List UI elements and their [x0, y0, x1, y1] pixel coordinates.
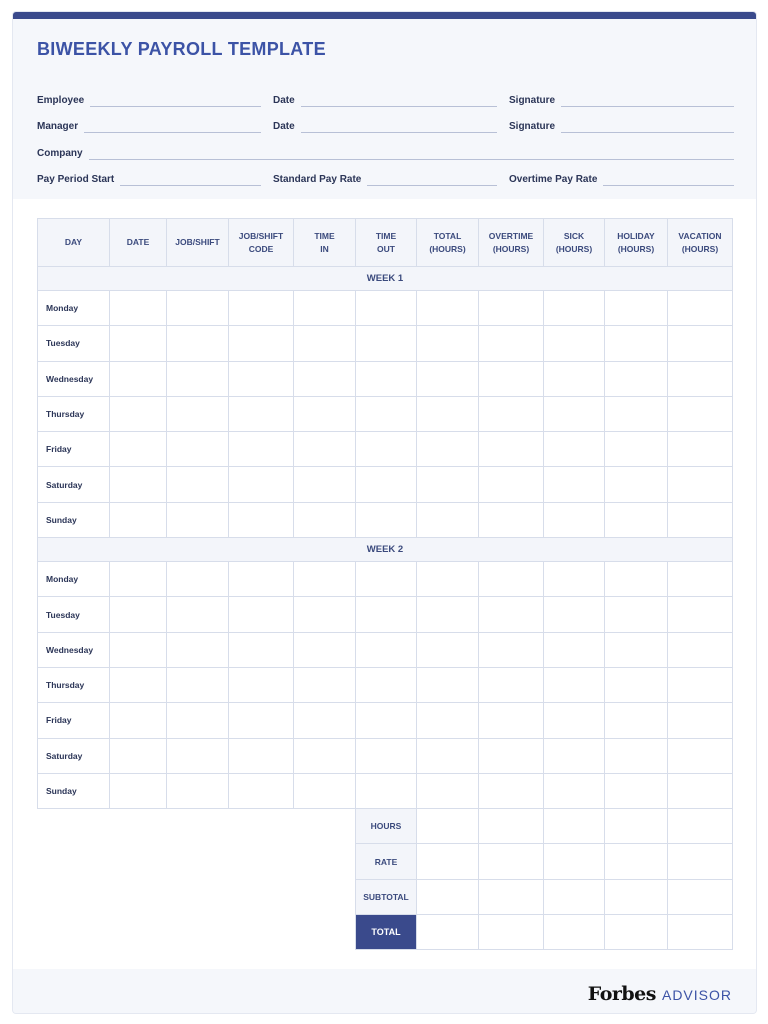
summary-row	[38, 809, 733, 844]
table-cell[interactable]	[668, 632, 733, 667]
table-cell[interactable]	[167, 667, 229, 702]
column-header-text: DATE	[126, 237, 150, 247]
table-cell[interactable]	[356, 738, 417, 773]
column-header-text: VACATION	[678, 230, 722, 241]
table-cell[interactable]	[167, 738, 229, 773]
table-cell[interactable]	[229, 502, 294, 537]
timesheet-table	[37, 218, 733, 950]
table-cell[interactable]	[479, 667, 544, 702]
table-cell[interactable]	[544, 502, 605, 537]
column-header	[294, 219, 356, 267]
table-cell[interactable]	[605, 667, 668, 702]
table-cell[interactable]	[479, 361, 544, 396]
table-cell[interactable]	[544, 432, 605, 467]
table-cell[interactable]	[356, 326, 417, 361]
pay-period-start-line[interactable]	[120, 178, 261, 186]
table-cell[interactable]	[417, 738, 479, 773]
table-cell[interactable]	[229, 738, 294, 773]
table-cell[interactable]	[605, 361, 668, 396]
summary-spacer	[38, 809, 356, 844]
table-cell[interactable]	[294, 667, 356, 702]
timesheet-area	[13, 199, 756, 969]
summary-cell[interactable]	[544, 844, 605, 879]
column-header-text: OUT	[377, 243, 395, 254]
company-field[interactable]	[37, 144, 734, 160]
table-cell[interactable]	[479, 562, 544, 597]
table-cell[interactable]	[294, 326, 356, 361]
table-row	[38, 432, 733, 467]
summary-cell[interactable]	[605, 809, 668, 844]
week-label: WEEK 2	[38, 538, 733, 562]
logo-brand: Forbes	[587, 983, 656, 1005]
summary-label: TOTAL	[356, 915, 417, 950]
table-cell[interactable]	[167, 502, 229, 537]
table-cell[interactable]	[110, 361, 167, 396]
table-cell[interactable]	[167, 562, 229, 597]
table-cell[interactable]	[356, 562, 417, 597]
summary-cell[interactable]	[417, 915, 479, 950]
column-header-text: CODE	[248, 243, 274, 254]
standard-pay-rate-line[interactable]	[367, 178, 497, 186]
table-cell[interactable]	[356, 291, 417, 326]
summary-cell[interactable]	[479, 915, 544, 950]
table-cell[interactable]	[167, 432, 229, 467]
table-cell[interactable]	[356, 396, 417, 431]
table-cell[interactable]	[417, 773, 479, 808]
summary-cell[interactable]	[479, 879, 544, 914]
pay-period-start-field[interactable]	[37, 170, 261, 186]
table-cell[interactable]	[668, 396, 733, 431]
table-cell[interactable]	[417, 667, 479, 702]
day-label: Monday	[38, 562, 110, 597]
column-header-text: SICK	[563, 230, 585, 241]
table-cell[interactable]	[167, 361, 229, 396]
table-cell[interactable]	[668, 502, 733, 537]
summary-label: RATE	[356, 844, 417, 879]
table-cell[interactable]	[668, 467, 733, 502]
table-cell[interactable]	[294, 632, 356, 667]
table-cell[interactable]	[479, 326, 544, 361]
column-header	[356, 219, 417, 267]
column-header	[605, 219, 668, 267]
day-label: Tuesday	[38, 597, 110, 632]
employee-date-label: Date	[273, 95, 295, 106]
table-cell[interactable]	[110, 432, 167, 467]
summary-cell[interactable]	[417, 844, 479, 879]
summary-cell[interactable]	[668, 844, 733, 879]
column-header-text: HOLIDAY	[617, 230, 655, 241]
summary-cell[interactable]	[605, 915, 668, 950]
table-cell[interactable]	[229, 326, 294, 361]
employee-signature-label: Signature	[509, 95, 556, 106]
overtime-pay-rate-line[interactable]	[603, 178, 734, 186]
table-cell[interactable]	[605, 502, 668, 537]
table-cell[interactable]	[417, 502, 479, 537]
table-cell[interactable]	[110, 597, 167, 632]
table-cell[interactable]	[356, 502, 417, 537]
table-cell[interactable]	[229, 396, 294, 431]
overtime-pay-rate-field[interactable]	[509, 170, 734, 186]
column-header-text: (HOURS)	[555, 243, 593, 254]
column-header-text: DAY	[64, 237, 83, 247]
table-cell[interactable]	[167, 396, 229, 431]
forbes-advisor-logo	[588, 983, 732, 1005]
week-row	[38, 267, 733, 291]
week-label: WEEK 1	[38, 267, 733, 291]
logo-product: ADVISOR	[661, 987, 732, 1003]
table-cell[interactable]	[479, 432, 544, 467]
week-row	[38, 538, 733, 562]
column-header	[668, 219, 733, 267]
summary-row	[38, 879, 733, 914]
table-cell[interactable]	[110, 562, 167, 597]
company-line[interactable]	[89, 152, 734, 160]
column-header-text: (HOURS)	[429, 243, 466, 254]
column-header	[229, 219, 294, 267]
table-cell[interactable]	[110, 703, 167, 738]
manager-date-line[interactable]	[301, 125, 497, 133]
summary-row	[38, 915, 733, 950]
column-header	[38, 219, 110, 267]
table-cell[interactable]	[294, 291, 356, 326]
column-header	[167, 219, 229, 267]
table-cell[interactable]	[479, 467, 544, 502]
table-cell[interactable]	[167, 703, 229, 738]
summary-spacer	[38, 844, 356, 879]
timesheet-body	[38, 267, 733, 950]
table-cell[interactable]	[229, 773, 294, 808]
summary-label: HOURS	[356, 809, 417, 844]
column-header-text: TIME	[375, 230, 397, 241]
employee-signature-line[interactable]	[561, 99, 734, 107]
table-cell[interactable]	[605, 703, 668, 738]
manager-signature-field[interactable]	[509, 117, 734, 133]
table-cell[interactable]	[544, 773, 605, 808]
table-cell[interactable]	[668, 738, 733, 773]
day-label: Friday	[38, 432, 110, 467]
table-cell[interactable]	[479, 597, 544, 632]
summary-spacer	[38, 915, 356, 950]
table-cell[interactable]	[356, 597, 417, 632]
table-cell[interactable]	[544, 738, 605, 773]
day-label: Monday	[38, 291, 110, 326]
column-header-text: TOTAL	[433, 230, 462, 241]
table-cell[interactable]	[110, 291, 167, 326]
pay-period-start-label: Pay Period Start	[37, 174, 115, 185]
table-cell[interactable]	[417, 291, 479, 326]
table-cell[interactable]	[294, 502, 356, 537]
summary-cell[interactable]	[417, 879, 479, 914]
table-cell[interactable]	[417, 396, 479, 431]
table-cell[interactable]	[294, 361, 356, 396]
standard-pay-rate-label: Standard Pay Rate	[273, 174, 362, 185]
table-cell[interactable]	[605, 326, 668, 361]
day-label: Wednesday	[38, 361, 110, 396]
table-cell[interactable]	[417, 361, 479, 396]
table-row	[38, 361, 733, 396]
employee-line[interactable]	[90, 99, 261, 107]
table-cell[interactable]	[544, 361, 605, 396]
summary-cell[interactable]	[605, 844, 668, 879]
table-row	[38, 738, 733, 773]
page-footer	[13, 969, 756, 1014]
table-cell[interactable]	[167, 467, 229, 502]
column-header-text: OVERTIME	[488, 230, 534, 241]
table-cell[interactable]	[356, 773, 417, 808]
table-cell[interactable]	[356, 432, 417, 467]
column-header	[417, 219, 479, 267]
table-cell[interactable]	[356, 632, 417, 667]
table-cell[interactable]	[544, 326, 605, 361]
table-cell[interactable]	[668, 703, 733, 738]
table-cell[interactable]	[417, 432, 479, 467]
column-header-text: (HOURS)	[681, 243, 719, 254]
table-row	[38, 562, 733, 597]
table-cell[interactable]	[110, 326, 167, 361]
table-cell[interactable]	[605, 597, 668, 632]
table-cell[interactable]	[167, 597, 229, 632]
table-cell[interactable]	[479, 773, 544, 808]
table-cell[interactable]	[167, 773, 229, 808]
table-cell[interactable]	[229, 597, 294, 632]
table-cell[interactable]	[668, 773, 733, 808]
table-cell[interactable]	[167, 632, 229, 667]
manager-signature-line[interactable]	[561, 125, 734, 133]
table-cell[interactable]	[417, 703, 479, 738]
table-cell[interactable]	[668, 432, 733, 467]
table-row	[38, 291, 733, 326]
table-row	[38, 396, 733, 431]
table-cell[interactable]	[479, 632, 544, 667]
company-label: Company	[37, 148, 83, 159]
manager-date-label: Date	[273, 121, 295, 132]
summary-spacer	[38, 879, 356, 914]
table-cell[interactable]	[668, 562, 733, 597]
summary-cell[interactable]	[544, 915, 605, 950]
day-label: Wednesday	[38, 632, 110, 667]
manager-date-field[interactable]	[273, 117, 497, 133]
form-header	[13, 19, 756, 199]
table-cell[interactable]	[605, 773, 668, 808]
column-header-text: (HOURS)	[617, 243, 655, 254]
table-cell[interactable]	[110, 773, 167, 808]
day-label: Saturday	[38, 738, 110, 773]
summary-cell[interactable]	[479, 844, 544, 879]
table-cell[interactable]	[229, 467, 294, 502]
manager-field[interactable]	[37, 117, 261, 133]
column-header	[110, 219, 167, 267]
table-cell[interactable]	[110, 467, 167, 502]
table-cell[interactable]	[544, 291, 605, 326]
table-cell[interactable]	[605, 396, 668, 431]
table-cell[interactable]	[356, 667, 417, 702]
page-title: BIWEEKLY PAYROLL TEMPLATE	[37, 39, 326, 59]
table-cell[interactable]	[544, 632, 605, 667]
manager-line[interactable]	[84, 125, 261, 133]
table-cell[interactable]	[294, 597, 356, 632]
table-cell[interactable]	[356, 361, 417, 396]
table-cell[interactable]	[668, 326, 733, 361]
employee-field[interactable]	[37, 91, 261, 107]
table-cell[interactable]	[294, 396, 356, 431]
column-header	[544, 219, 605, 267]
table-cell[interactable]	[356, 467, 417, 502]
column-header-row	[38, 219, 733, 267]
table-cell[interactable]	[167, 291, 229, 326]
table-cell[interactable]	[479, 738, 544, 773]
column-header-text: IN	[320, 243, 329, 254]
table-cell[interactable]	[294, 467, 356, 502]
table-cell[interactable]	[294, 703, 356, 738]
table-cell[interactable]	[668, 291, 733, 326]
table-cell[interactable]	[605, 467, 668, 502]
table-row	[38, 597, 733, 632]
day-label: Tuesday	[38, 326, 110, 361]
column-header	[479, 219, 544, 267]
payroll-page	[12, 11, 757, 1014]
column-header-text: JOB/SHIFT	[175, 237, 220, 247]
table-cell[interactable]	[110, 738, 167, 773]
table-cell[interactable]	[479, 502, 544, 537]
employee-date-line[interactable]	[301, 99, 497, 107]
column-header-text: TIME	[314, 230, 335, 241]
table-cell[interactable]	[417, 326, 479, 361]
overtime-pay-rate-label: Overtime Pay Rate	[509, 174, 598, 185]
day-label: Friday	[38, 703, 110, 738]
table-cell[interactable]	[417, 562, 479, 597]
table-cell[interactable]	[668, 667, 733, 702]
summary-row	[38, 844, 733, 879]
summary-cell[interactable]	[417, 809, 479, 844]
table-cell[interactable]	[668, 361, 733, 396]
table-row	[38, 667, 733, 702]
table-cell[interactable]	[605, 632, 668, 667]
employee-signature-field[interactable]	[509, 91, 734, 107]
day-label: Thursday	[38, 667, 110, 702]
table-cell[interactable]	[544, 467, 605, 502]
table-cell[interactable]	[110, 502, 167, 537]
table-cell[interactable]	[294, 773, 356, 808]
table-row	[38, 632, 733, 667]
table-cell[interactable]	[479, 396, 544, 431]
table-row	[38, 467, 733, 502]
day-label: Sunday	[38, 502, 110, 537]
table-cell[interactable]	[479, 291, 544, 326]
table-row	[38, 773, 733, 808]
table-cell[interactable]	[229, 667, 294, 702]
column-header-text: (HOURS)	[492, 243, 530, 254]
day-label: Thursday	[38, 396, 110, 431]
summary-cell[interactable]	[544, 879, 605, 914]
summary-cell[interactable]	[668, 915, 733, 950]
table-cell[interactable]	[544, 703, 605, 738]
table-cell[interactable]	[229, 562, 294, 597]
table-cell[interactable]	[479, 703, 544, 738]
table-row	[38, 502, 733, 537]
table-cell[interactable]	[229, 632, 294, 667]
table-cell[interactable]	[417, 597, 479, 632]
manager-signature-label: Signature	[509, 121, 556, 132]
table-cell[interactable]	[668, 597, 733, 632]
table-cell[interactable]	[294, 562, 356, 597]
table-cell[interactable]	[417, 467, 479, 502]
table-cell[interactable]	[110, 667, 167, 702]
top-accent-bar	[13, 12, 756, 19]
manager-label: Manager	[37, 121, 79, 132]
table-cell[interactable]	[605, 432, 668, 467]
table-cell[interactable]	[229, 703, 294, 738]
table-cell[interactable]	[167, 326, 229, 361]
summary-cell[interactable]	[668, 809, 733, 844]
summary-cell[interactable]	[668, 879, 733, 914]
day-label: Saturday	[38, 467, 110, 502]
standard-pay-rate-field[interactable]	[273, 170, 497, 186]
table-cell[interactable]	[544, 597, 605, 632]
employee-label: Employee	[37, 95, 85, 106]
table-cell[interactable]	[229, 361, 294, 396]
summary-label: SUBTOTAL	[356, 879, 417, 914]
summary-cell[interactable]	[605, 879, 668, 914]
table-cell[interactable]	[605, 291, 668, 326]
table-row	[38, 326, 733, 361]
table-cell[interactable]	[544, 667, 605, 702]
table-cell[interactable]	[356, 703, 417, 738]
table-cell[interactable]	[605, 738, 668, 773]
table-cell[interactable]	[294, 738, 356, 773]
table-row	[38, 703, 733, 738]
day-label: Sunday	[38, 773, 110, 808]
table-cell[interactable]	[544, 562, 605, 597]
employee-date-field[interactable]	[273, 91, 497, 107]
table-cell[interactable]	[605, 562, 668, 597]
summary-cell[interactable]	[544, 809, 605, 844]
table-cell[interactable]	[229, 432, 294, 467]
column-header-text: JOB/SHIFT	[238, 230, 284, 241]
table-cell[interactable]	[417, 632, 479, 667]
summary-cell[interactable]	[479, 809, 544, 844]
table-cell[interactable]	[229, 291, 294, 326]
table-cell[interactable]	[544, 396, 605, 431]
table-cell[interactable]	[294, 432, 356, 467]
table-cell[interactable]	[110, 396, 167, 431]
table-cell[interactable]	[110, 632, 167, 667]
